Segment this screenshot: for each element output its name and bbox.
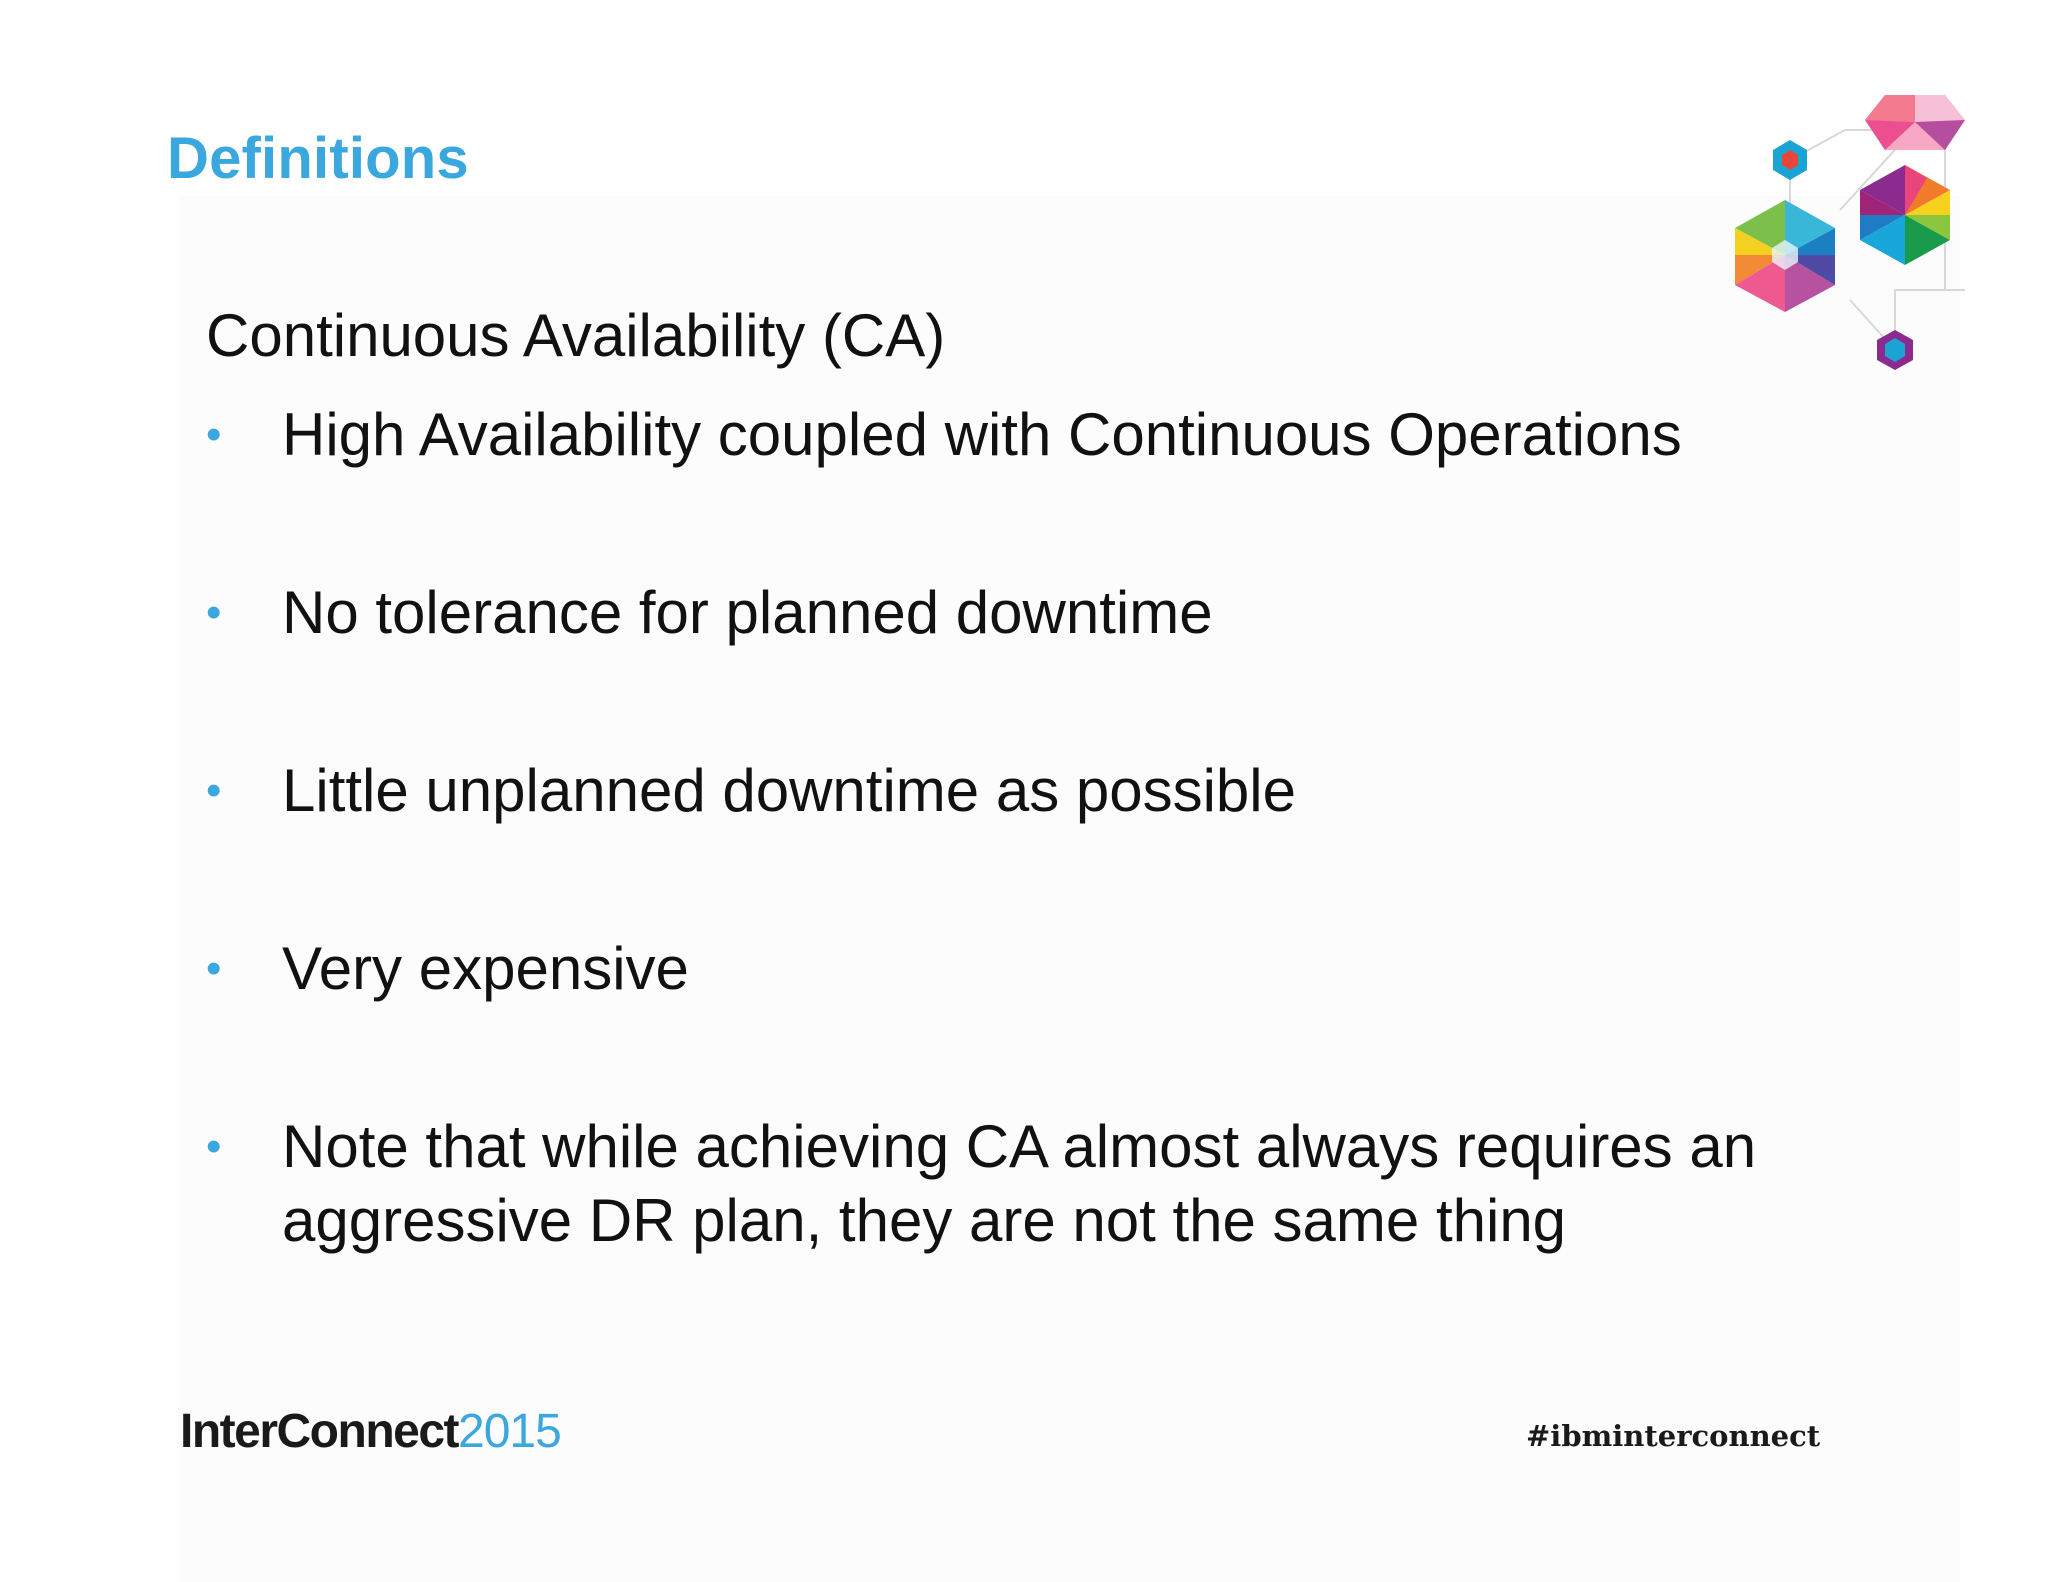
slide-title: Definitions xyxy=(167,126,469,191)
slide-subtitle: Continuous Availability (CA) xyxy=(206,302,946,369)
logo-connect-text: Connect xyxy=(276,1405,459,1458)
bullet-dot-icon: • xyxy=(206,410,222,459)
bullet-list xyxy=(206,398,1906,1362)
bullet-dot-icon: • xyxy=(206,1122,222,1171)
list-item xyxy=(206,1110,1906,1258)
list-item xyxy=(206,398,1906,472)
logo-inter-text: Inter xyxy=(180,1405,277,1458)
list-item xyxy=(206,576,1906,650)
logo-year-text: 2015 xyxy=(458,1405,561,1458)
bullet-text: High Availability coupled with Continuous Operations xyxy=(282,401,1682,468)
list-item xyxy=(206,754,1906,828)
bullet-text: Very expensive xyxy=(282,935,689,1002)
hashtag: #ibminterconnect xyxy=(1526,1419,1821,1453)
interconnect-logo xyxy=(180,1405,561,1458)
hexagon-cluster-icon xyxy=(1720,90,1970,390)
bullet-dot-icon: • xyxy=(206,944,222,993)
bullet-text: Little unplanned downtime as possible xyxy=(282,757,1296,824)
bullet-dot-icon: • xyxy=(206,588,222,637)
list-item xyxy=(206,932,1906,1006)
bullet-text: Note that while achieving CA almost always requires an aggressive DR plan, they are not the same thing xyxy=(282,1113,1757,1254)
bullet-text: No tolerance for planned downtime xyxy=(282,579,1213,646)
bullet-dot-icon: • xyxy=(206,766,222,815)
